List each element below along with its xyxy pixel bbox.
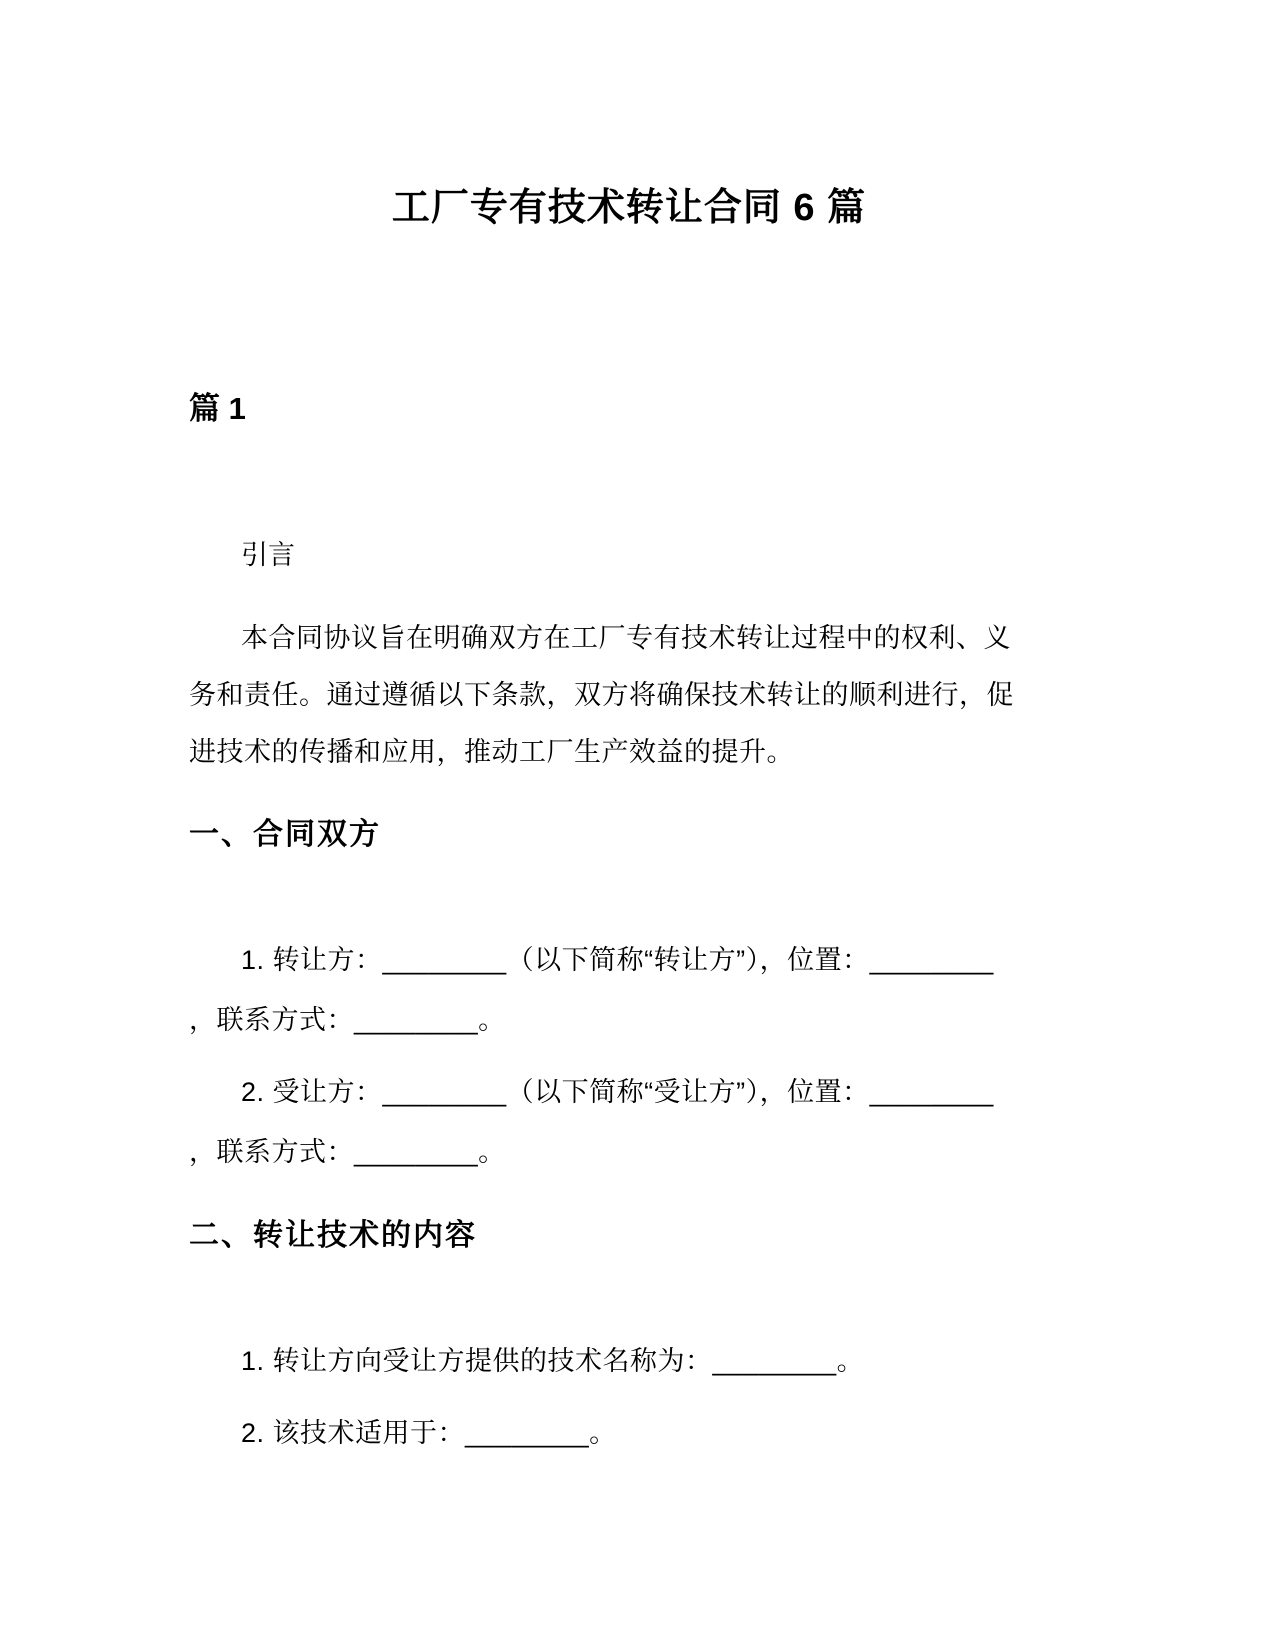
item-line: ，联系方式：________。 xyxy=(189,1137,506,1167)
section-heading-parties: 一、合同双方 xyxy=(189,818,381,851)
document-title: 工厂专有技术转让合同 6 篇 xyxy=(391,187,867,229)
paragraph-line: 本合同协议旨在明确双方在工厂专有技术转让过程中的权利、义 xyxy=(241,623,1011,653)
contract-item-transferor xyxy=(189,930,1069,1050)
item-line: ，联系方式：________。 xyxy=(189,1005,506,1035)
contract-item-technology-scope xyxy=(189,1403,1069,1463)
item-line: 1. 转让方：________（以下简称“转让方”），位置：________ xyxy=(241,945,994,975)
page-content xyxy=(189,0,1069,1463)
intro-label: 引言 xyxy=(241,540,295,570)
item-line: 1. 转让方向受让方提供的技术名称为：________。 xyxy=(241,1346,865,1376)
paragraph-line: 务和责任。通过遵循以下条款，双方将确保技术转让的顺利进行，促 xyxy=(189,680,1014,710)
item-line: 2. 该技术适用于：________。 xyxy=(241,1418,617,1448)
intro-paragraph xyxy=(189,610,1069,781)
paragraph-line: 进技术的传播和应用，推动工厂生产效益的提升。 xyxy=(189,737,794,767)
contract-item-transferee xyxy=(189,1062,1069,1182)
contract-item-technology-name xyxy=(189,1331,1069,1391)
item-line: 2. 受让方：________（以下简称“受让方”），位置：________ xyxy=(241,1077,994,1107)
part-heading: 篇 1 xyxy=(189,391,246,426)
section-heading-technology-content: 二、转让技术的内容 xyxy=(189,1219,477,1252)
